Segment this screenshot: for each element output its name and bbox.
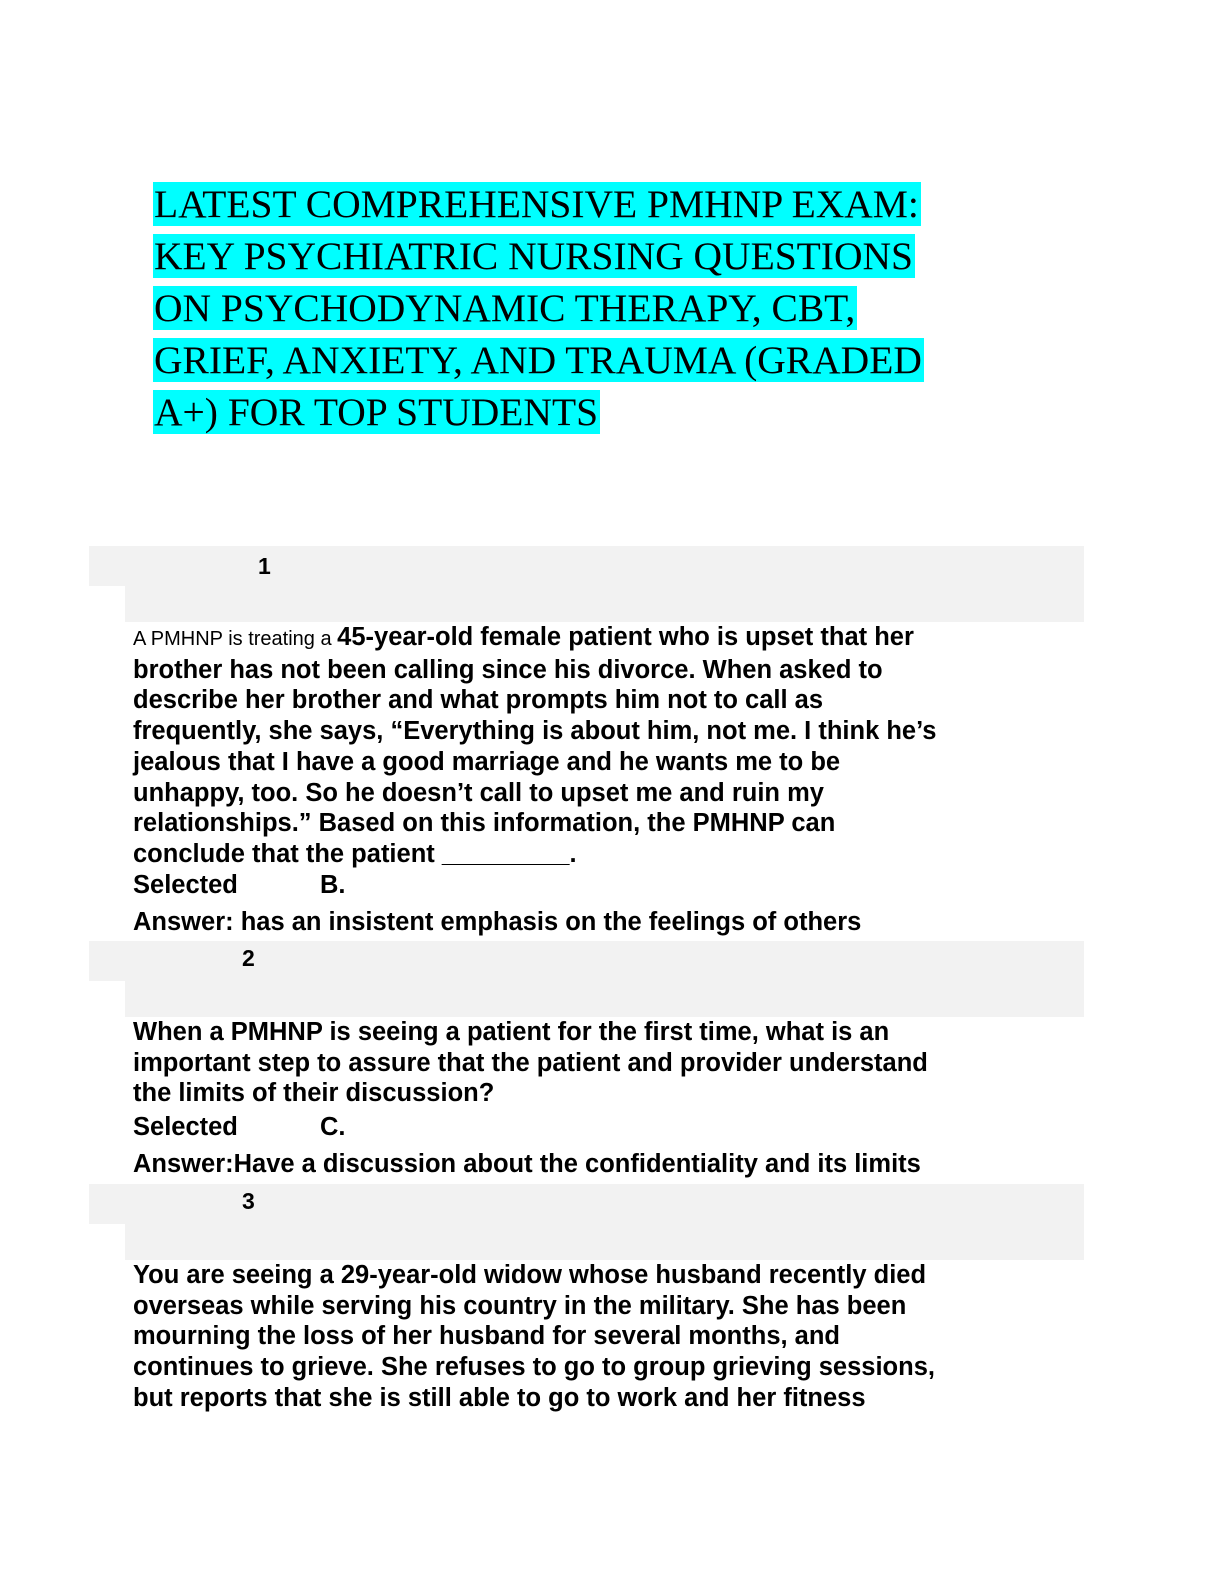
question-1-header <box>89 546 1084 622</box>
title-line-1: LATEST COMPREHENSIVE PMHNP EXAM: <box>154 182 919 226</box>
question-1-answer: Answer: has an insistent emphasis on the feelings of others <box>133 908 862 936</box>
title-line-2: KEY PSYCHIATRIC NURSING QUESTIONS <box>154 234 913 278</box>
selected-letter: B. <box>320 871 346 899</box>
selected-letter: C. <box>320 1113 346 1141</box>
question-1-lead-in: A PMHNP is treating a <box>133 628 338 650</box>
question-3-number: 3 <box>242 1188 255 1214</box>
question-3-header <box>89 1184 1084 1260</box>
title-line-3: ON PSYCHODYNAMIC THERAPY, CBT, <box>154 286 856 330</box>
title-line-4: GRIEF, ANXIETY, AND TRAUMA (GRADED <box>154 338 922 382</box>
question-2-answer: Answer:Have a discussion about the confidentiality and its limits <box>133 1150 921 1178</box>
question-1-text: A PMHNP is treating a 45-year-old female patient who is upset that her brother has not been calling since his divorce. When asked to describe her brother and what prompts him not to call as frequently, she says, “Everything is about him, not me. I think he’s jealous that I have a good marriage and he wants me to be unhappy, too. So he doesn’t call to upset me and ruin my relationships.” Based on this information, the PMHNP can conclude that the patient _________. <box>133 623 937 868</box>
question-2-selected <box>133 1113 346 1142</box>
question-1-number: 1 <box>258 553 271 579</box>
selected-label: Selected <box>133 1113 238 1141</box>
question-2-header <box>89 941 1084 1017</box>
question-2-text: When a PMHNP is seeing a patient for the first time, what is an important step to assure that the patient and provider understand the limits of their discussion? <box>133 1018 928 1108</box>
document-title <box>153 178 1073 438</box>
title-line-5: A+) FOR TOP STUDENTS <box>154 390 599 434</box>
selected-label: Selected <box>133 871 238 899</box>
question-3-text: You are seeing a 29-year-old widow whose husband recently died overseas while serving his country in the military. She has been mourning the loss of her husband for several months, and continues to grieve. She refuses to go to group grieving sessions, but reports that she is still able to go to work and her fitness <box>133 1261 935 1412</box>
question-2-number: 2 <box>242 945 255 971</box>
question-1-selected <box>133 871 346 900</box>
